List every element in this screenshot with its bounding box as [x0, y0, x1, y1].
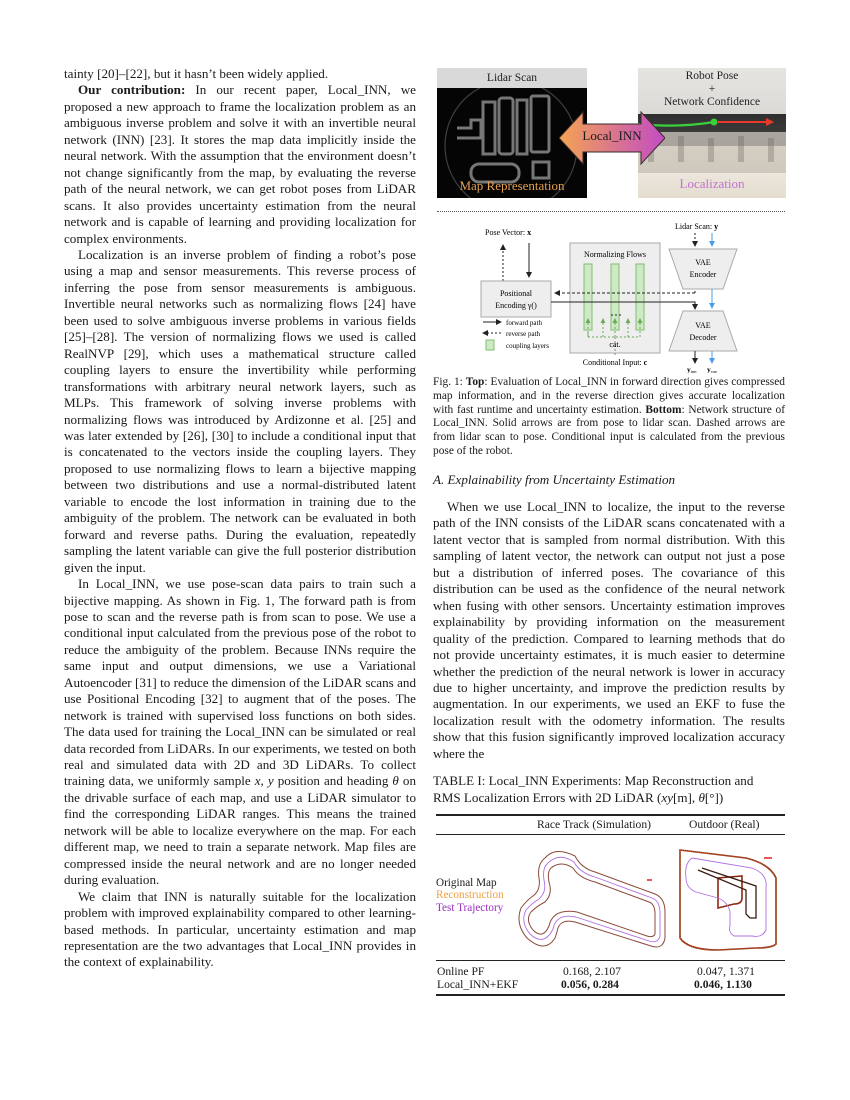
legend-coupling-icon: [486, 340, 494, 350]
race-track-inner: [528, 864, 655, 937]
legend-test-trajectory: Test Trajectory: [436, 902, 504, 914]
paragraph-uncertainty: When we use Local_INN to localize, the input to the reverse path of the INN consists of the LiDAR scans concatenated with a latent vector that is sampled from normal distribution. With this sampling of latent vector, the network can output not just a pose but a distribution of inferred poses. The covariance of this distribution can be used as the confidence of the neural network when fusing with other sensors. Uncertainty estimation improves explainability by providing information on the measurement quality of the prediction. Compared to learning methods that do not provide uncertainty estimates, it is much easier to determine whether the prediction of the neural network is lower in accuracy due to higher uncertainty, and improve the prediction results by augmentation. In our experiments, we used an EKF to fuse the localization result with the odometry information. The results show that this fusion significantly improved localization accuracy where the: [433, 499, 785, 761]
caption-top-text: : Evaluation of Local_INN in forward direction gives compressed map information, and in the reverse direction gives accurate localization with fast runtime and uncertainty estimation.: [433, 376, 785, 416]
vae-encoder-box: [669, 249, 737, 289]
y-vae-label: yvae: [707, 365, 717, 373]
row-outdoor-value: 0.046, 1.130: [694, 978, 752, 991]
race-track-map: [515, 838, 675, 954]
left-column: [64, 66, 416, 971]
text: position and heading: [273, 773, 393, 789]
legend-coupling-label: coupling layers: [506, 342, 549, 350]
paragraph-continuation: tainty [20]–[22], but it hasn’t been widely applied.: [64, 66, 329, 81]
legend-forward-label: forward path: [506, 319, 542, 327]
paragraph-contribution: [64, 82, 416, 247]
figure-top: [433, 68, 787, 198]
paragraph-local-inn: [64, 576, 416, 889]
positional-encoding-label: Positional: [499, 289, 533, 298]
lidar-scan-label: Lidar Scan: y: [675, 222, 719, 231]
math-xy: x, y: [254, 773, 274, 789]
localization-label: Localization: [679, 176, 745, 191]
paragraph-localization: Localization is an inverse problem of finding a robot’s pose using a map and sensor measurements. This reverse process of inferring the pose from sensor measurements is ambiguous. Invertible neural networks such as normalizing flows [24] have been used to solve ambiguous inverse problems in various fields [25]–[28]. The version of normalizing flows we used is called RealNVP [29], which uses a mathematical structure called coupling layers to ensure the invertibility while performing transformations with arbitrary neural network layers, such as MLPs. This framework of solving inverse problems with normalizing flows was introduced by Ardizonne et al. [25] and was later extended by [26], [30] to include a conditional input that is concatenated to the vectors inside the coupling layers. They proposed to use normalizing flows to learn a bijective mapping between two distributions and use a normal-distributed latent variable to encode the lost information in training due to the ambiguity of the problem. The network can be evaluated in both forward and reverse paths. During the evaluation, repeatedly sampling the latent variable can give the full posterior distribution given the input.: [64, 246, 416, 575]
legend-reverse-label: reverse path: [506, 330, 541, 338]
positional-encoding-label: Encoding γ(): [495, 301, 537, 310]
table-caption-line: RMS Localization Errors with 2D LiDAR (xy[m], θ[°]): [433, 790, 724, 805]
table-caption: [433, 772, 785, 806]
y-inn-label: yinn: [687, 365, 697, 373]
positional-encoding-box: [481, 281, 551, 317]
row-race-track-value: 0.056, 0.284: [561, 978, 619, 991]
plus-sign: +: [708, 83, 716, 95]
text: on the drivable surface of each map, and use a LiDAR simulator to find the corresponding LiDAR ranges. This means the trained network will be able to localize everywhere on the map. For each different map, we need to train a separate network. Map files are compressed inside the neural network and are no longer needed during evaluation.: [64, 773, 416, 888]
text: In Local_INN, we use pose-scan data pairs to train such a bijective mapping. As shown in Fig. 1, The forward path is from pose to scan and the reverse path is from scan to pose. We use a conditional input calculated from the previous pose of the robot to reduce the ambiguity of the problem. Because INNs require the same input and output dimensions, we use a Variational Autoencoder [31] to reduce the dimension of the LiDAR scans and use Positional Encoding [32] to augment that of the poses. The network is trained with supervised loss functions on both sides. The data used for training the Local_INN can be simulated or real data recorded from LiDARs. In our experiments, we tested on both real and simulated data with 2D and 3D LiDARs. To collect training data, we uniformly sample: [64, 576, 416, 789]
vae-encoder-label: VAE: [695, 258, 711, 267]
contribution-heading: Our contribution:: [78, 82, 186, 98]
cat-label: cat.: [609, 340, 621, 349]
legend-reconstruction: Reconstruction: [436, 889, 504, 901]
robot-pose-header: [638, 70, 786, 109]
race-track-trajectory: [524, 857, 660, 942]
math-theta: θ: [392, 773, 399, 789]
caption-bottom-text: : Network structure of Local_INN. Solid arrows are from pose to lidar scan. Dashed arrows are from lidar scan to pose. Conditional input is calculated from the previous pose of the robot.: [433, 403, 785, 457]
section-heading: A. Explainability from Uncertainty Estimation: [433, 472, 676, 487]
vae-encoder-label: Encoder: [689, 270, 717, 279]
network-structure-diagram: [433, 215, 787, 373]
lidar-scan-header: Lidar Scan: [437, 68, 587, 88]
figure-separator: [437, 211, 785, 212]
table-header-rule: [436, 834, 785, 835]
vae-decoder-label: Decoder: [689, 333, 717, 342]
table-caption-line: TABLE I: Local_INN Experiments: Map Reconstruction and: [433, 773, 754, 788]
local-inn-double-arrow: [559, 110, 665, 166]
caption-prefix: Fig. 1:: [433, 376, 466, 388]
caption-bottom-bold: Bottom: [645, 403, 682, 416]
row-method: Local_INN+EKF: [437, 978, 519, 991]
normalizing-flows-label: Normalizing Flows: [584, 250, 646, 259]
table-bottom-rule: [436, 994, 785, 996]
row-method: Online PF: [437, 965, 485, 978]
robot-pose-text: Robot Pose: [685, 70, 739, 82]
table-body-rule: [436, 960, 785, 961]
header-race-track: Race Track (Simulation): [537, 818, 651, 831]
race-track-outer: [519, 851, 665, 947]
right-column: [433, 499, 785, 762]
pose-vector-label: Pose Vector: x: [485, 228, 532, 237]
vae-decoder-label: VAE: [695, 321, 711, 330]
figure-caption: [433, 376, 785, 459]
caption-top-bold: Top: [465, 376, 485, 388]
vae-decoder-box: [669, 311, 737, 351]
outdoor-map: [672, 838, 782, 954]
header-outdoor: Outdoor (Real): [689, 818, 760, 831]
paragraph-claim: We claim that INN is naturally suitable for the localization problem with improved explainability compared to other learning-based methods. In particular, uncertainty estimation and map representation are the two advantages that Local_INN provides in the context of explainability.: [64, 888, 416, 970]
conditional-input-label: Conditional Input: c: [582, 358, 648, 367]
outdoor-inner: [698, 868, 756, 918]
row-race-track-value: 0.168, 2.107: [563, 965, 621, 978]
local-inn-label: Local_INN: [582, 128, 642, 143]
contribution-text: In our recent paper, Local_INN, we proposed a new approach to frame the localization problem as an ambiguous inverse problem and solve it with an invertible neural network (INN) [23]. It stores the map data implicitly inside the neural network. With the assumption that the environment doesn’t not change significantly from the map, by evaluating the reverse path of the neural network, we can get robot poses from LiDAR scans. It also provides uncertainty estimation from the neural network and is capable of learning and providing localization for complex environments.: [64, 82, 416, 246]
pose-dot: [711, 119, 718, 126]
table-top-rule: [436, 814, 785, 816]
legend-original-map: Original Map: [436, 877, 497, 889]
outdoor-trajectory: [686, 858, 767, 936]
map-representation-label: Map Representation: [459, 178, 565, 193]
row-outdoor-value: 0.047, 1.371: [697, 965, 755, 978]
network-confidence-text: Network Confidence: [663, 96, 761, 108]
